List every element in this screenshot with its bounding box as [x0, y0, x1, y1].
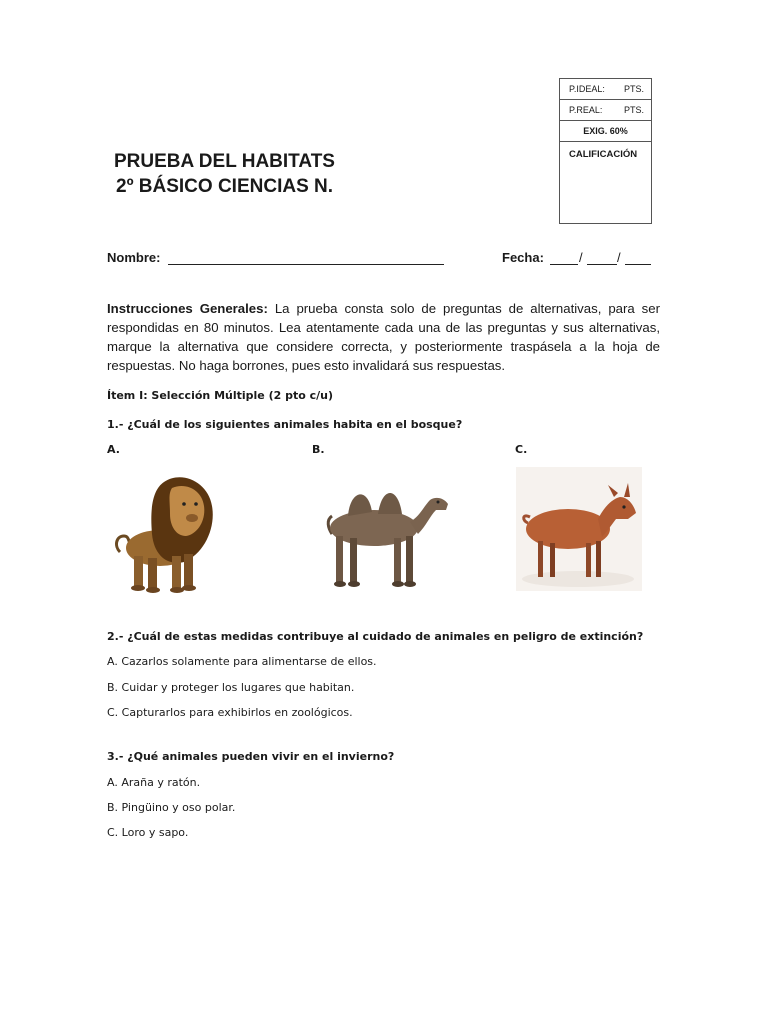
fecha-day-field[interactable]: [550, 264, 578, 265]
exig-label: EXIG. 60%: [583, 126, 628, 136]
q2-option-b[interactable]: B. Cuidar y proteger los lugares que habitan.: [107, 681, 355, 694]
q2-option-c[interactable]: C. Capturarlos para exhibirlos en zoológicos.: [107, 706, 353, 719]
option-b-label[interactable]: B.: [312, 443, 325, 456]
instructions-label: Instrucciones Generales:: [107, 301, 268, 316]
camel-image[interactable]: [318, 476, 456, 590]
p-real-label: P.REAL:: [569, 105, 603, 115]
p-ideal-label: P.IDEAL:: [569, 84, 605, 94]
option-c-label[interactable]: C.: [515, 443, 528, 456]
fecha-group: [502, 250, 652, 268]
lion-image[interactable]: [112, 470, 220, 596]
fecha-year-field[interactable]: [625, 264, 651, 265]
page-title: PRUEBA DEL HABITATS: [114, 151, 335, 172]
score-box: [559, 78, 652, 224]
question-3: 3.- ¿Qué animales pueden vivir en el invierno?: [107, 750, 395, 763]
instructions-text: La prueba consta solo de preguntas de alternativas, para ser respondidas en 80 minutos. Lea atentamente cada una de las preguntas y sus alternativas, marque la alternativa que considere correcta, y posteriormente traspásela a la hoja de respuestas. No haga borrones, pues esto invalidará sus respuestas.: [107, 301, 660, 373]
nombre-label: Nombre:: [107, 250, 161, 265]
score-real-row: [560, 100, 651, 121]
q3-option-b[interactable]: B. Pingüino y oso polar.: [107, 801, 236, 814]
page-subtitle: 2º BÁSICO CIENCIAS N.: [116, 176, 334, 197]
fecha-label: Fecha:: [502, 250, 544, 265]
p-real-pts: PTS.: [624, 105, 645, 115]
q2-option-a[interactable]: A. Cazarlos solamente para alimentarse de ellos.: [107, 655, 377, 668]
fecha-separator: /: [617, 250, 621, 265]
p-ideal-pts: PTS.: [624, 84, 645, 94]
q3-option-a[interactable]: A. Araña y ratón.: [107, 776, 201, 789]
fecha-separator: /: [579, 250, 583, 265]
item-title: Ítem I: Selección Múltiple (2 pto c/u): [107, 389, 334, 402]
score-ideal-row: [560, 79, 651, 100]
option-a-label[interactable]: A.: [107, 443, 120, 456]
fecha-month-field[interactable]: [587, 264, 617, 265]
calificacion-label: CALIFICACIÓN: [569, 149, 638, 160]
instructions: [107, 299, 660, 375]
q3-option-c[interactable]: C. Loro y sapo.: [107, 826, 189, 839]
question-2: 2.- ¿Cuál de estas medidas contribuye al cuidado de animales en peligro de extinción?: [107, 630, 644, 643]
deer-image[interactable]: [516, 467, 642, 591]
nombre-field[interactable]: [168, 264, 444, 265]
question-1: 1.- ¿Cuál de los siguientes animales habita en el bosque?: [107, 418, 463, 431]
score-exig-row: [560, 121, 651, 142]
